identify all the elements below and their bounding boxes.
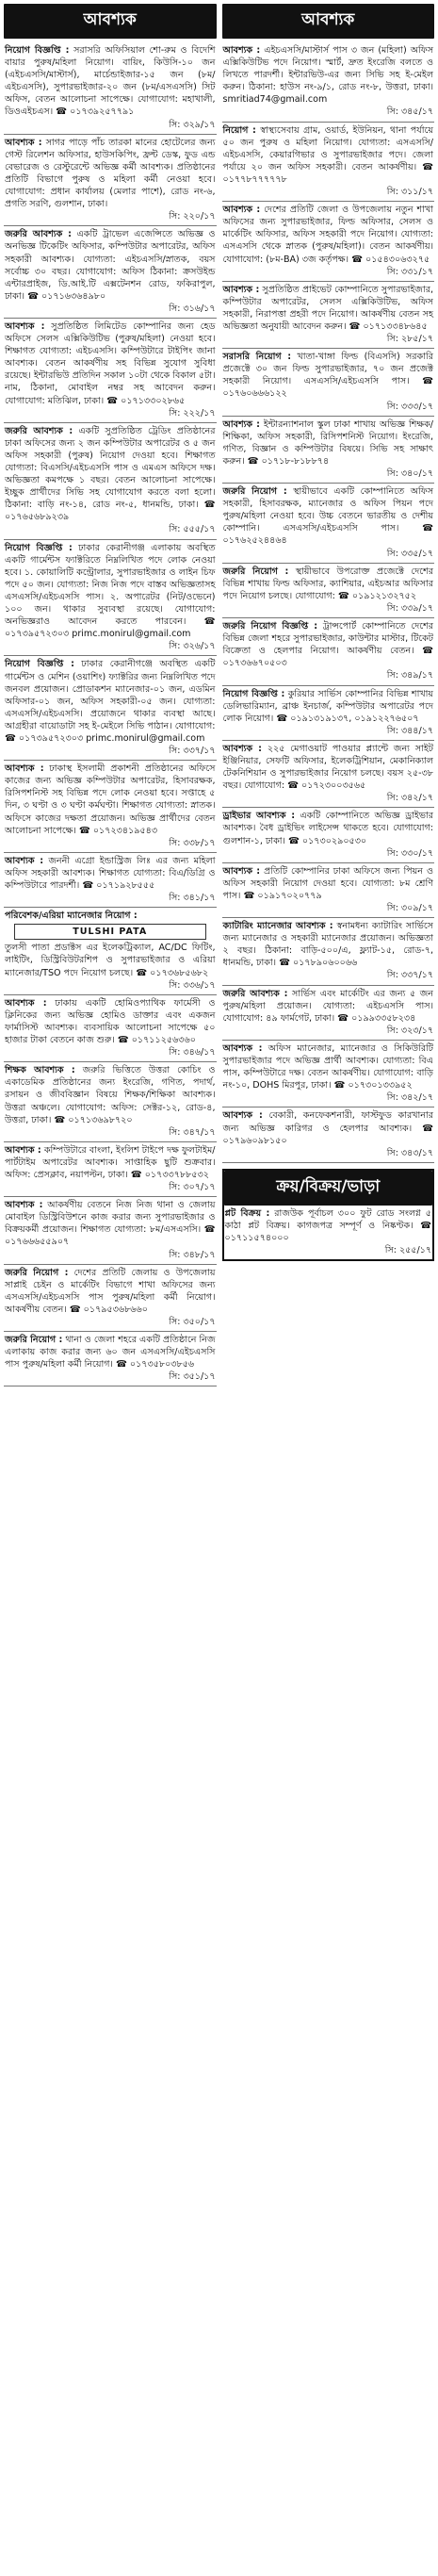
ad-body: স্বনামধন্য ক্যাটারিং সার্ভিসে জন্য ম্যানেজার ও সহকারী ম্যানেজার প্রয়োজন। অভিজ্ঞতা ২ বছর। ঠিকানা: বাড়ি-৫০০/এ, ফ্ল্যাট-১৫, রোড-৭, ধানমন্ডি, ঢাকা। ☎ ০১৭৮৯০৬০০৬৬ — [222, 921, 433, 969]
ad-heading: আবশ্যক : — [222, 205, 261, 216]
buy-sell-rent-section — [222, 1169, 435, 1261]
ad-reference-code: সি: ৩৩৩/১৭ — [386, 401, 433, 412]
classified-ad — [4, 1265, 217, 1332]
ad-heading: আবশ্যক : — [222, 1110, 263, 1122]
ad-body: দেশের প্রতিটি জেলায় ও উপজেলায় সাপ্লাই চেইন ও মার্কেটিং বিভাগে শাখা অফিসের জন্য এসএসসি/এইচএসসি পাস পুরুষ/মহিলা কর্মী নিয়োগ। আকর্ষণীয় বেতন। ☎ ০১৭৯৫৩৬৮৬৬০ — [5, 1267, 216, 1315]
ad-reference-code: সি: ৩৫০/১৭ — [169, 1317, 216, 1327]
ad-body: সাগর পাড়ে পাঁচ তারকা মানের হোটেলের জন্য গেস্ট রিলেশন অফিসার, হাউসকিপিং, ফ্রন্ট ডেস্ক, ফুড এন্ড বেভারেজ ও রেস্টুরেন্টে অভিজ্ঞ কর্মী আবশ্যক। প্রতিষ্ঠানের প্রতিটি বিভাগে পুরুষ ও মহিলা কর্মী নেওয়া হবে। যোগাযোগ: প্রধান কার্যালয় (মেলার পাশে), রোড নং-৬, প্রগতি সরণি, গুলশান, ঢাকা। — [5, 137, 216, 210]
classified-ad — [4, 1197, 217, 1264]
ad-email: primc.monirul@gmail.com — [72, 629, 191, 640]
ad-reference-code: সি: ৩৪৮/১৭ — [169, 1249, 216, 1260]
ad-reference-code: সি: ৩২৯/১৭ — [169, 119, 216, 130]
ad-body: এইচএসসি/মাস্টার্স পাস ৩ জন (মহিলা) অফিস এক্সিকিউটিভ পদে নিয়োগ। স্মার্ট, দ্রুত ইংরেজি বলতে ও লিখতে পারদর্শী। ইন্টারভিউ-এর জন্য সিভি সহ ই-মেইল করুন। ঠিকানা: হাউস নং-৯/১, রোড নং-৮, উত্তরা, ঢাকা। — [222, 45, 434, 93]
classified-ad — [4, 1332, 217, 1386]
ad-heading: শিক্ষক আবশ্যক : — [5, 1065, 75, 1076]
classified-ad — [222, 1108, 435, 1162]
classified-ad — [222, 42, 435, 123]
ad-body: ২২৫ মেগাওয়াট পাওয়ার প্ল্যান্টে জন্য সাইট ইঞ্জিনিয়ার, সেফটি অফিসার, ইলেকট্রিশিয়ান, মেকানিক্যাল টেকনিশিয়ান ও সুপারভাইজার নিয়োগ চলছে। বয়স ২৫-৩৮ বছর। যোগাযোগ: ☎ ০১৭২৩০০৩৫৬৫ — [222, 743, 433, 792]
ad-heading: জরুরি নিয়োগ বিজ্ঞপ্তি : — [222, 621, 318, 632]
ad-reference-code: সি: ৩৪৩/১৭ — [386, 1147, 433, 1158]
ad-reference-code: সি: ৩০৭/১৭ — [169, 1182, 216, 1193]
ad-heading: আবশ্যক : — [222, 45, 261, 56]
ad-reference-code: সি: ৩৩৯/১৭ — [386, 602, 433, 614]
ad-reference-code: সি: ২২০/১৭ — [169, 211, 216, 222]
ad-body: ঢাকাস্থ ইসলামী প্রকাশনী প্রতিষ্ঠানের অফিসে কাজের জন্য অভিজ্ঞ কম্পিউটার অপারেটর, হিসাবরক্ষক, রিসিপশনিস্ট সহ বিভিন্ন পদে লোক নেওয়া হবে। সপ্তাহে ৫ দিন, ৩ ঘণ্টা ও ৩ ঘণ্টা কর্মঘণ্টা। শিক্ষাগত যোগ্যতা: স্নাতক। অফিসে কাজের দক্ষতা প্রয়োজন। অভিজ্ঞ প্রার্থীদের বেতন আলোচনা সাপেক্ষে। ☎ ০১৭২৩৪১৯৫৪৩ — [5, 763, 216, 836]
ad-body: ঢাকার কেরানীগঞ্জে অবস্থিত একটি গার্মেন্টস ও মেশিন (ওয়াশিং) ফ্যাক্টরির জন্য নিম্নলিখিত পদে জনবল প্রয়োজন। প্রোডাকশন ম্যানেজার-০১ জন, এডমিন অফিসার-০১ জন, অফিস সহকারী-০৫ জন। যোগ্যতা: এসএসসি/এইচএসসি। প্রয়োজনে থাকার ব্যবস্থা আছে। আগ্রহীরা বায়োডাটা সহ ই-মেইলে সিভি পাঠান। যোগাযোগ: ☎ ০১৭৩৯৫৭২৩০৩ — [5, 659, 216, 744]
ad-heading: নিয়োগ বিজ্ঞপ্তি : — [5, 542, 73, 553]
classified-ad — [4, 42, 217, 135]
classified-ad — [222, 417, 435, 484]
ad-body: জরুরি ভিত্তিতে উত্তরা কোচিং ও একাডেমিক প্রতিষ্ঠানের জন্য ইংরেজি, গণিত, পদার্থ, রসায়ন ও জীববিজ্ঞান বিষয়ে শিক্ষক/শিক্ষিকা আবশ্যক। উত্তরা অঞ্চলে। যোগাযোগ: অফিস: সেক্টর-১২, রোড-৪, উত্তরা, ঢাকা। ☎ ০১৭১৩৬৯৮৭২০ — [5, 1065, 216, 1125]
classified-ad — [222, 282, 435, 349]
classified-ad — [222, 123, 435, 203]
ad-body: কুরিয়ার সার্ভিস কোম্পানির বিভিন্ন শাখায় ডেলিভারিম্যান, ব্রাঞ্চ ইনচার্জ, কম্পিউটার অপারেটর পদে লোক নিয়োগ। ☎ ০১৯১৩১৯১৩৭, ০১৯১২২৭৬৫০৭ — [222, 688, 434, 724]
classified-ad — [222, 686, 435, 741]
ad-body: একটি সুপ্রতিষ্ঠিত ট্রেডিং প্রতিষ্ঠানের ঢাকা অফিসের জন্য ২ জন কম্পিউটার অপারেটর ও ৫ জন অফিস সহকারী (পুরুষ) নিয়োগ দেওয়া হবে। শিক্ষাগত যোগ্যতা: বিএসসি/এইচএসসি পাস ও এমএস অফিসে দক্ষ। অভিজ্ঞতা কমপক্ষে ১ বছর। বেতন আলোচনা সাপেক্ষে। ইচ্ছুক প্রার্থীদের সিভি সহ যোগাযোগ করতে বলা হলো। ঠিকানা: বাড়ি নং-১৪, রোড নং-৫, ধানমন্ডি, ঢাকা। ☎ ০১৭৬৫৬৮৯২৩৯ — [5, 425, 216, 523]
ad-body: একটি কোম্পানিতে অভিজ্ঞ ড্রাইভার আবশ্যক। বৈধ ড্রাইভিং লাইসেন্স থাকতে হবে। যোগাযোগ: গুলশান-১, ঢাকা। ☎ ০১৭৩০২৯০৫৩০ — [222, 811, 433, 846]
ad-reference-code: সি: ৩৩৬/১৭ — [169, 979, 216, 991]
ad-body: প্রতিটি কোম্পানির ঢাকা অফিসে জন্য পিয়ন ও অফিস সহকারী নিয়োগ দেওয়া হবে। যোগ্যতা: ৮ম শ্রেণি পাস। ☎ ০১৯১৭০২০৭৭৯ — [222, 865, 433, 901]
column-left — [4, 4, 217, 2576]
classified-ad — [222, 808, 435, 862]
classified-ad — [4, 1142, 217, 1197]
ad-heading: আবশ্যক : — [5, 1144, 41, 1156]
ad-heading: আবশ্যক : — [222, 865, 261, 877]
classified-ad — [222, 1041, 435, 1108]
ad-heading: জরুরি নিয়োগ : — [222, 566, 289, 577]
classified-ad — [4, 423, 217, 540]
classified-ad — [222, 564, 435, 618]
ad-reference-code: সি: ৩৩০/১৭ — [386, 847, 433, 859]
ad-reference-code: সি: ৩১৬/১৭ — [169, 303, 216, 314]
ad-reference-code: সি: ৩২৬/১৭ — [169, 641, 216, 652]
ad-reference-code: সি: ২২২/১৭ — [169, 407, 216, 418]
ad-heading: সরাসরি নিয়োগ : — [222, 352, 292, 363]
classified-ad — [222, 349, 435, 416]
ad-heading: নিয়োগ বিজ্ঞপ্তি : — [5, 45, 70, 56]
ad-heading: নিয়োগ : — [222, 124, 256, 136]
classified-ad — [222, 918, 435, 985]
ad-heading: পরিবেশক/এরিয়া ম্যানেজার নিয়োগ : — [5, 911, 138, 922]
ad-reference-code: সি: ৩২৩/১৭ — [386, 1025, 433, 1036]
ad-reference-code: সি: ৩৪৫/১৭ — [386, 107, 433, 118]
ad-body: ঢাকার কেরানীগঞ্জ এলাকায় অবস্থিত একটি গার্মেন্টস ফ্যাক্টরিতে নিম্নলিখিত পদে লোক নেওয়া হবে। ১. কোয়ালিটি কন্ট্রোলার, সুপারভাইজার ও লাইন চিফ পদে ৫০ জন। যোগ্যতা: নিজ নিজ পদে বাস্তব অভিজ্ঞতাসহ এসএসসি/এইচএসসি পাস। ২. অপারেটর (নিট/ওভেনে) ১০০ জন। থাকার সুব্যবস্থা রয়েছে। যোগাযোগ: অনভিজ্ঞরাও আবেদন করতে পারবেন। ☎ ০১৭৩৯৫৭২৩০৩ — [5, 542, 216, 640]
ad-body: ঢাকায় একটি হোমিওপ্যাথিক ফার্মেসী ও ক্লিনিকের জন্য অভিজ্ঞ হোমিও ডাক্তার এবং একজন ফার্মাসিস্ট আবশ্যক। ব্যবসায়িক আলোচনা সাপেক্ষে ৫০ হাজার টাকা বেতনে কাজ শুরু। ☎ ০১৭১১২৫৬৩৬০ — [5, 997, 216, 1046]
ad-heading: নিয়োগ বিজ্ঞপ্তি : — [222, 688, 285, 699]
classified-ad — [4, 135, 217, 227]
ad-body: সরাসরি অফিসিয়াল শো-রুম ও বিদেশি বায়ার পুরুষ/মহিলা নিয়োগ। বায়িং, কিউসি-১০ জন (এইচএসসি/মাস্টার্স), মার্চেন্ডাইজার-১৫ জন (৮ম/এইচএসসি), সুপারভাইজার-২০ জন (৮ম/এসএসসি) সিট অফিস, বেতন আলোচনা সাপেক্ষে। যোগাযোগ: মহাখালী, ডিওএইচএস। ☎ ০১৭৩৯২৫৭৭৯১ — [5, 45, 216, 118]
ad-heading: আবশ্যক : — [5, 320, 45, 332]
ad-body: রাজউক পূর্বাচল ৩০০ ফুট রোড সংলগ্ন ৫ কাঠা প্লট বিক্রয়। কাগজপত্র সম্পূর্ণ ও নিষ্কণ্টক। ☎ ০১৭১১৫৭৪০০০ — [224, 1207, 431, 1243]
ad-heading: আবশ্যক : — [5, 1200, 43, 1211]
classified-ad — [222, 484, 435, 564]
ad-body: খাতা-খাঙ্গা ফিল্ড (বিএসসি) সরকারি প্রজেক্টে ৩০ জন ফিল্ড সুপারভাইজার, ৭০ জন প্রজেক্ট সহকারী নিয়োগ। এসএসসি/এইচএসসি পাস। ☎ ০১৭৬০৬৬৬১২২ — [222, 352, 433, 400]
ad-reference-code: সি: ৫৫৫/১৭ — [169, 524, 216, 535]
ad-heading: জরুরি আবশ্যক : — [222, 988, 288, 999]
ad-heading: জরুরি নিয়োগ : — [5, 1267, 69, 1278]
ad-body: সুপ্রতিষ্ঠিত লিমিটেড কোম্পানির জন্য হেড অফিসে সেলস এক্সিকিউটিভ (পুরুষ/মহিলা) নেওয়া হবে। শিক্ষাগত যোগ্যতা: এইচএসসি। কম্পিউটারে টাইপিং জানা আবশ্যক। বেতন আকর্ষণীয় সহ বিভিন্ন সুযোগ সুবিধা রয়েছে। ইন্টারভিউ প্রতিদিন সকাল ১০টা থেকে বিকাল ৫টা। নাম, ঠিকানা, মোবাইল নম্বর সহ আবেদন করুন। যোগাযোগ: মতিঝিল, ঢাকা। ☎ ০১৭১৩৩০২৮৬৫ — [5, 320, 216, 406]
ad-body: সুপ্রতিষ্ঠিত প্রাইভেট কোম্পানিতে সুপারভাইজার, কম্পিউটার অপারেটর, সেলস এক্সিকিউটিভ, অফিস সহকারী, নিরাপত্তা প্রহরী পদে নিয়োগ। আকর্ষণীয় বেতন সহ অভিজ্ঞতা অনুযায়ী আবেদন করুন। ☎ ০১৭১৩৩৪৮৬৪৫ — [222, 284, 434, 332]
ad-reference-code: সি: ৩৫১/১৭ — [169, 1371, 216, 1383]
ad-heading: আবশ্যক : — [5, 855, 44, 866]
ad-body-continued: তুলসী পাতা প্রডাক্টস এর ইলেকট্রিক্যাল, AC/DC ফিটিং, লাইটিং, ডিস্ট্রিবিউটরশিপ ও সুপারভাইজার ও এরিয়া ম্যানেজার/TSO পদে নিয়োগ চলছে। ☎ ০১৭৩৬৮৫৬৮২ — [5, 943, 216, 978]
ad-body: থানা ও জেলা শহরে একটি প্রতিষ্ঠানে নিজ এলাকায় কাজ করার জন্য ৬০ জন এসএসসি/এইচএসসি পাস পুরুষ/মহিলা কর্মী নিয়োগ। ☎ ০১৭৩৫৮০৩৮৫৬ — [5, 1335, 216, 1370]
classified-ad — [222, 863, 435, 918]
ad-body: কম্পিউটারে বাংলা, ইংলিশ টাইপে দক্ষ ফুলটাইম/পার্টটাইম অপারেটর আবশ্যক। সাপ্তাহিক ছুটি শুক্রবার। অফিস: প্রেসক্লাব, নয়াপল্টন, ঢাকা। ☎ ০১৭৩৩৭৮৮৫৩২ — [5, 1144, 216, 1180]
ad-reference-code: সি: ৩৪২/১৭ — [386, 1092, 433, 1104]
classified-ad — [224, 1206, 433, 1259]
ad-heading: আবশ্যক : — [5, 997, 47, 1009]
ad-reference-code: সি: ২৫৫/১৭ — [384, 1245, 431, 1256]
classified-ad — [4, 226, 217, 319]
classified-ad — [4, 761, 217, 853]
classified-ad — [4, 1062, 217, 1142]
ad-email: primc.monirul@gmail.com — [86, 732, 205, 744]
ad-reference-code: সি: ৩৩১/১৭ — [386, 266, 433, 277]
ad-reference-code: সি: ৩৩৭/১৭ — [169, 746, 216, 757]
ad-heading: আবশ্যক : — [5, 137, 42, 148]
classified-ad — [4, 656, 217, 761]
ad-body: জননী এগ্রো ইন্ডাস্ট্রিজ লিঃ এর জন্য মহিলা অফিস সহকারী আবশ্যক। শিক্ষাগত যোগ্যতা: বিএ/ডিগ্রি ও কম্পিউটারে পারদর্শী। ☎ ০১৭১৯২৮৫৫৫ — [5, 855, 216, 891]
ad-reference-code: সি: ৩৩৭/১৭ — [386, 970, 433, 981]
ad-heading: জরুরি আবশ্যক : — [5, 425, 73, 436]
ad-reference-code: সি: ৩০৯/১৭ — [386, 903, 433, 913]
ad-reference-code: সি: ৩৪২/১৭ — [386, 793, 433, 804]
ad-heading: ড্রাইভার আবশ্যক : — [222, 811, 296, 822]
ad-heading: আবশ্যক : — [222, 1042, 263, 1054]
ad-body: ইন্টারন্যাশনাল স্কুল ঢাকা শাখায় অভিজ্ঞ শিক্ষক/শিক্ষিকা, অফিস সহকারী, রিসিপশনিস্ট নিয়োগ। ইংরেজি, গণিত, বিজ্ঞান ও কম্পিউটার বিষয়ে। সিভি সহ সাক্ষাৎ করুন। ☎ ০১৭১৮-৮১৮৮৭৪ — [222, 418, 433, 467]
ad-heading: ক্যাটারিং ম্যানেজার আবশ্যক : — [222, 921, 333, 932]
ad-reference-code: সি: ৩৪৯/১৭ — [386, 670, 433, 681]
classified-ad — [222, 618, 435, 685]
ad-heading: আবশ্যক : — [222, 418, 260, 430]
classified-ad — [222, 202, 435, 282]
column-header: আবশ্যক — [222, 4, 435, 39]
ad-heading: প্লট বিক্রয় : — [224, 1207, 270, 1219]
ad-body: স্থায়ীভাবে একটি কোম্পানিতে অফিস সহকারী, হিসাবরক্ষক, ম্যানেজার ও অফিস পিয়ন পদে পুরুষ/মহিলা নেওয়া হবে। উচ্চ বেতনে ভারতীয় ও দেশীয় কোম্পানি। এসএসসি/এইচএসসি পাস। ☎ ০১৭৬২৫২৪৪৬৪ — [222, 486, 433, 547]
ad-body: সার্ভিস এবং মার্কেটিং এর জন্য ৫ জন পুরুষ/মহিলা প্রয়োজন। যোগ্যতা: এইচএসসি পাস। যোগাযোগ: ৪৯ ফার্মগেট, ঢাকা। ☎ ০১৯৯৩৩৫৮২৩৪ — [222, 988, 433, 1024]
ad-heading: আবশ্যক : — [5, 763, 44, 775]
ad-heading: নিয়োগ বিজ্ঞপ্তি : — [5, 659, 74, 670]
ad-reference-code: সি: ৩৩৮/১৭ — [169, 837, 216, 848]
ad-heading: জরুরি নিয়োগ : — [5, 1335, 63, 1346]
ad-body: স্বাস্থ্যসেবায় গ্রাম, ওয়ার্ড, ইউনিয়ন, থানা পর্যায়ে ৫০ জন পুরুষ ও মহিলা নিয়োগ। যোগ্যতা: এসএসসি/এইচএসসি, কেয়ারগিভার ও সুপারভাইজার পদে। জেলা পর্যায়ে ২০ জন অফিস সহকারী। বেতন আকর্ষণীয়। ☎ ০১৭৭৮৭৭৭৭৭৮ — [222, 124, 433, 185]
column-header: আবশ্যক — [4, 4, 217, 39]
ad-reference-code: সি: ৩১১/১৭ — [386, 187, 433, 198]
ad-heading: জরুরি আবশ্যক : — [5, 229, 72, 240]
ad-email: smritiad74@gmail.com — [222, 94, 328, 106]
ad-body: বেকারী, কনফেকশনারী, ফাস্টফুড কারখানার জন্য অভিজ্ঞ কারিগর ও হেলপার আবশ্যক। ☎ ০১৭৯৬০৯৮১৫০ — [222, 1110, 433, 1146]
ad-body: একটি ট্রাভেল এজেন্সিতে অভিজ্ঞ ও অনভিজ্ঞ টিকেটিং অফিসার, কম্পিউটার অপারেটর, অফিস সহকারী আবশ্যক। যোগ্যতা: এইচএসসি/স্নাতক, বয়স সর্বোচ্চ ৩০ বছর। যোগাযোগ: অফিস ঠিকানা: ক্রসউইন্ড এন্টারপ্রাইজ, ডি.আই.টি এক্সটেনশন রোড, ফকিরাপুল, ঢাকা। ☎ ০১৭১৬৩৬৪৯৮০ — [5, 229, 216, 302]
ad-body: ট্রান্সপোর্ট কোম্পানিতে দেশের বিভিন্ন জেলা শহরে সুপারভাইজার, কাউন্টার মাস্টার, টিকেট বিক্রেতা ও হেলপার নিয়োগ। আকর্ষণীয় বেতন। ☎ ০১৭৩৬৬৭০৫০৩ — [222, 621, 433, 669]
classified-ad — [4, 540, 217, 657]
brand-name-box: TULSHI PATA — [14, 924, 206, 940]
classified-ad — [4, 853, 217, 908]
ad-heading: আবশ্যক : — [222, 743, 262, 754]
ad-body: দেশের প্রতিটি জেলা ও উপজেলায় নতুন শাখা অফিসের জন্য সুপারভাইজার, ফিল্ড অফিসার, সেলস ও মার্কেটিং অফিসার, অফিস সহকারী পদে নিয়োগ। যোগ্যতা: এসএসসি থেকে স্নাতক (পুরুষ/মহিলা)। বেতন আকর্ষণীয়। যোগাযোগ: (৮ম-BA) ৩জ কর্তৃপক্ষ। ☎ ০১৫৪৩০৬৩২৭৫ — [222, 205, 433, 265]
section-header: ক্রয়/বিক্রয়/ভাড়া — [224, 1171, 433, 1206]
classified-ad — [4, 319, 217, 423]
ad-reference-code: সি: ৩৩৫/১৭ — [386, 548, 433, 559]
classified-ad — [4, 908, 217, 995]
classified-ad — [4, 995, 217, 1062]
ad-body: অফিস ম্যানেজার, ম্যানেজার ও সিকিউরিটি সুপারভাইজার পদে অভিজ্ঞ প্রার্থী আবশ্যক। যোগ্যতা: বিএ পাস, কম্পিউটারে দক্ষ। বেতন আকর্ষণীয়। যোগাযোগ: বাড়ি নং-১০, DOHS মিরপুর, ঢাকা। ☎ ০১৭৩০১৩৩৯৫২ — [222, 1042, 434, 1091]
ad-body: আকর্ষণীয় বেতনে নিজ নিজ থানা ও জেলায় মোবাইল ডিস্ট্রিবিউশনে কাজ করার জন্য সুপারভাইজার ও বিক্রয়কর্মী প্রয়োজন। শিক্ষাগত যোগ্যতা: ৮ম/এসএসসি। ☎ ০১৭৬৬৬৫৫৯০৭ — [5, 1200, 216, 1248]
ad-heading: আবশ্যক : — [222, 284, 260, 295]
ad-body: স্থায়ীভাবে উপরোক্ত প্রজেক্টে দেশের বিভিন্ন শাখায় ফিল্ড অফিসার, ক্যাশিয়ার, এইচআর অফিসার পদে নিয়োগ চলছে। যোগাযোগ: ☎ ০১৯১২১৩২৭৫২ — [222, 566, 433, 601]
ad-reference-code: সি: ৩৪১/১৭ — [169, 893, 216, 904]
ad-reference-code: সি: ৩৪৭/১৭ — [169, 1126, 216, 1138]
ad-reference-code: সি: ৩৪০/১৭ — [386, 468, 433, 479]
classified-ad — [222, 986, 435, 1041]
column-right — [222, 4, 435, 2576]
classified-ad — [222, 741, 435, 808]
ad-reference-code: সি: ২৮৫/১৭ — [386, 334, 433, 345]
ad-heading: জরুরি নিয়োগ : — [222, 486, 287, 498]
ad-reference-code: সি: ৩৪৬/১৭ — [169, 1047, 216, 1058]
ad-reference-code: সি: ৩৪৪/১৭ — [386, 725, 433, 736]
